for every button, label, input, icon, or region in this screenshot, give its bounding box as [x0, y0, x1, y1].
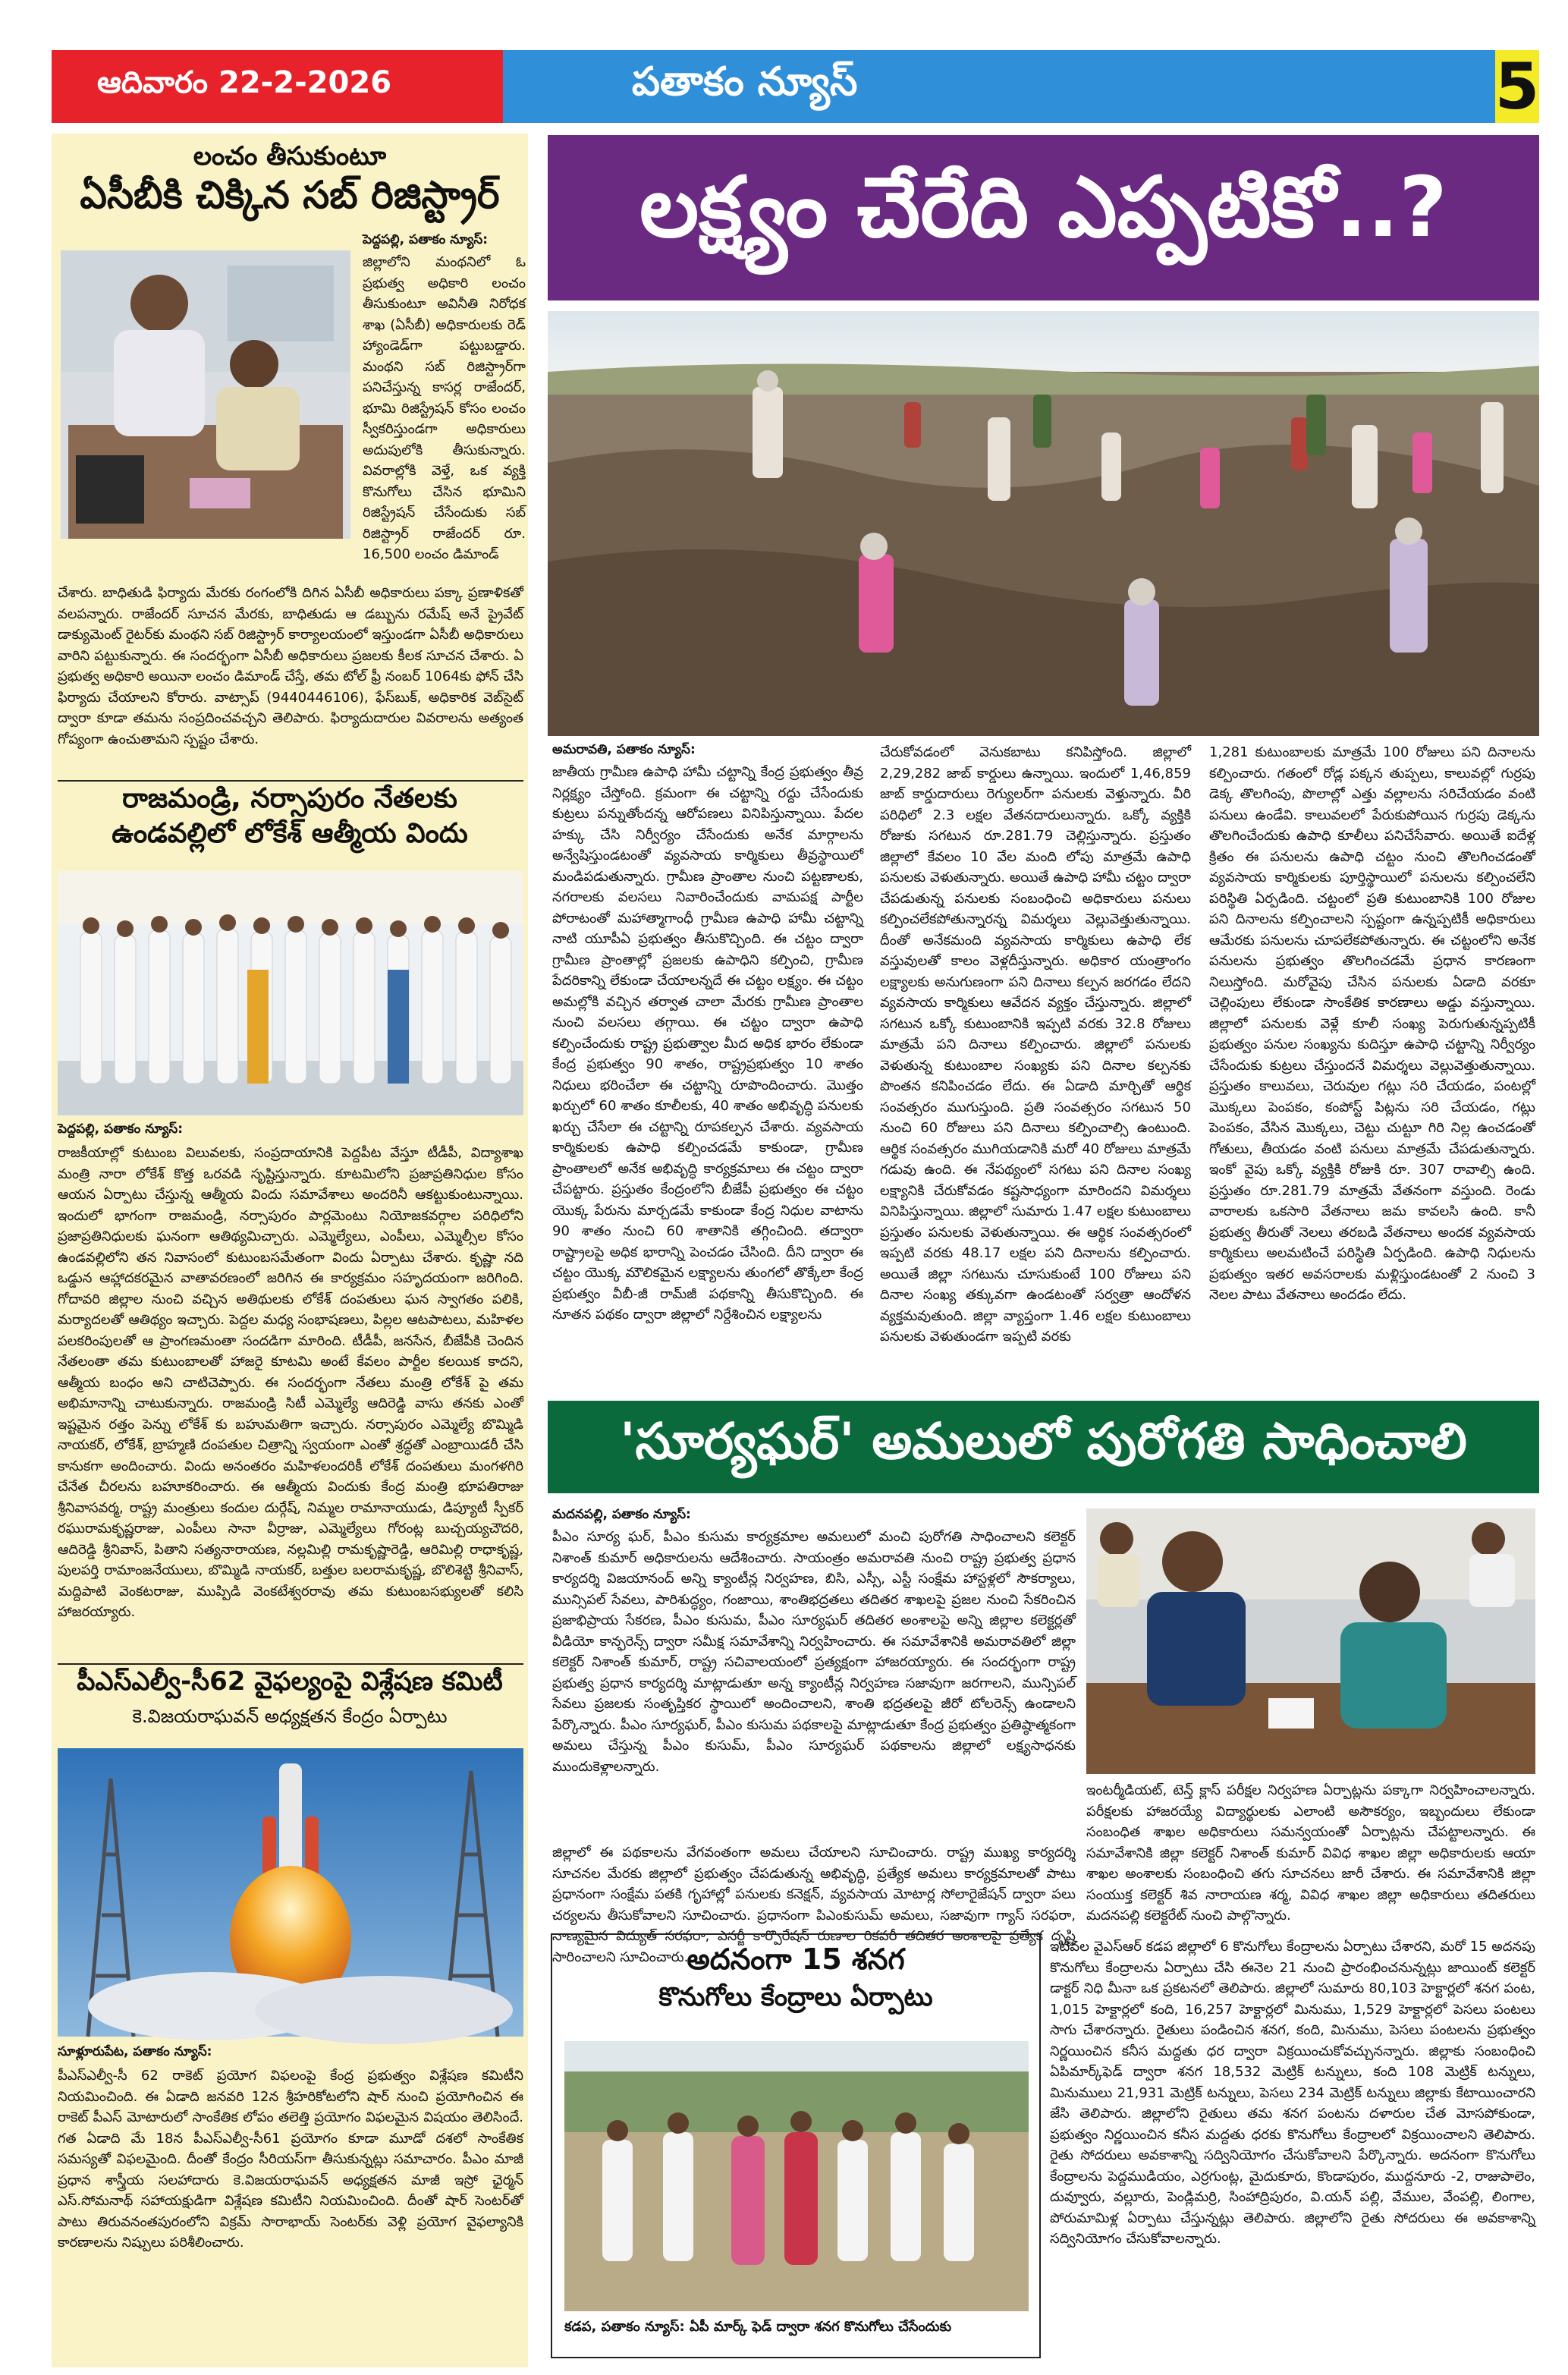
masthead	[503, 50, 1495, 123]
purchase-caption: కడప, పతాకం న్యూస్: ఏపీ మార్క్ ఫెడ్ ద్వారా శనగ కొనుగోలు చేసేందుకు	[564, 2319, 952, 2335]
nrega-workers-photo	[548, 311, 1539, 736]
lokesh-headline-2: ఉండవల్లిలో లోకేశ్ ఆత్మీయ విందు	[112, 818, 468, 849]
divider	[58, 1663, 523, 1665]
suryaghar-photo	[1086, 1508, 1535, 1774]
lokesh-headline-1: రాజమండ్రి, నర్సాపురం నేతలకు	[122, 783, 457, 814]
date-bar	[52, 50, 503, 123]
lokesh-body: రాజకీయాల్లో కుటుంబ విలువలకు, సంప్రదాయానికి పెద్దపీట వేస్తూ టీడీపీ, విద్యాశాఖ మంత్రి నారా లోకేశ్ కొత్త ఒరవడి సృష్టిస్తున్నారు. కూటమిలోని ప్రజాప్రతినిధుల కోసం ఆయన ఏర్పాటు చేస్తున్న ఆత్మీయ విందు సమావేశాలు అందరినీ ఆకట్టుకుంటున్నాయి. ఇందులో భాగంగా రాజమండ్రి, నర్సాపురం పార్లమెంటు నియోజకవర్గాల పరిధిలోని ప్రజాప్రతినిధులకు ఘనంగా ఆతిథ్యమిచ్చారు. ఎమ్మెల్యేలు, ఎంపీలు, ఎమ్మెల్సీల కోసం ఉండవల్లిలోని తన నివాసంలో కుటుంబసమేతంగా విందు ఏర్పాటు చేశారు. కృష్ణా నది ఒడ్డున ఆహ్లాదకరమైన వాతావరణంలో జరిగిన ఈ కార్యక్రమం సహృదయంగా జరిగింది. గోదావరి జిల్లాల నుంచి వచ్చిన అతిథులకు లోకేశ్ దంపతులు ఘన స్వాగతం పలికి, మర్యాదలతో ఆతిథ్యం ఇచ్చారు. పెద్దల మధ్య సంభాషణలు, పిల్లల ఆటపాటలు, మహిళల పలకరింపులతో ఆ ప్రాంగణమంతా సందడిగా మారింది. టీడీపీ, జనసేన, బీజేపీకి చెందిన నేతలంతా తమ కుటుంబాలతో హాజరై కూటమి అంటే కేవలం పార్టీల కలయిక కాదని, ఆత్మీయ బంధం అని చాటిచెప్పారు. ఈ సందర్భంగా నేతలు మంత్రి లోకేశ్ పై తమ అభిమానాన్ని చాటుకున్నారు. రాజమండ్రి సిటీ ఎమ్మెల్యే ఆదిరెడ్డి వాసు తనకు ఎంతో ఇష్టమైన రత్తం పెన్ను లోకేశ్ కు బహుమతిగా ఇచ్చారు. నర్సాపురం ఎమ్మెల్యే బొమ్మిడి నాయకర్, లోకేశ్, బ్రాహ్మణి దంపతుల చిత్రాన్ని స్వయంగా ఎంతో శ్రద్ధతో ఎంబ్రాయిడరీ చేసి కానుకగా అందించారు. విందు అనంతరం మహిళలందరికీ లోకేశ్ దంపతులు మంగళగిరి చేనేత చీరలను బహూకరించారు. ఈ ఆత్మీయ విందుకు కేంద్ర మంత్రి భూపతిరాజు శ్రీనివాసవర్మ, రాష్ట్ర మంత్రులు కందుల దుర్గేష్, నిమ్మల రామానాయుడు, డిప్యూటీ స్పీకర్ రఘురామకృష్ణరాజు, ఎంపీలు సానా వీర్రాజు, ఎమ్మెల్యేలు గోరంట్ల బుచ్చయ్యచౌదరి, ఆదిరెడ్డి శ్రీనివాస్, పితాని సత్యనారాయణ, నల్లమిల్లి రామకృష్ణారెడ్డి, ఆరిమిల్లి రాధాకృష్ణ, పులపర్తి రామాంజనేయులు, బొమ్మిడి నాయకర్, బత్తుల బలరామకృష్ణ, బొలిశెట్టి శ్రీనివాస్, మద్దిపాటి వెంకటరాజు, ముప్పిడి వెంకటేశ్వరరావు తమ కుటుంబసభ్యులతో కలిసి హాజరయ్యారు.	[58, 1145, 523, 1620]
suryaghar-headline: 'సూర్యఘర్' అమలులో పురోగతి సాధించాలి	[620, 1411, 1467, 1471]
purchase-photo	[564, 2041, 1029, 2311]
suryaghar-body-full: జిల్లాలో ఈ పథకాలను వేగవంతంగా అమలు చేయాలని సూచించారు. రాష్ట్ర ముఖ్య కార్యదర్శి సూచనల మేరకు జిల్లాలో ప్రభుత్వం చేపడుతున్న అభివృద్ధి, ప్రత్యేక అమలు కార్యక్రమాలతో పాటు ప్రధానంగా సంక్షేమ పతకి గృహాల్లో పనులకు కనెక్షన్, వ్యవసాయ మోటార్ల సోలారైజేషన్ ద్వారా పలు చర్యలను తీసుకోవాలని సూచించారు. ప్రధానంగా పిఎంకుసుమ్ అమలు, సజావుగా గ్యాస్ సరఫరా, నాణ్యమైన విద్యుత్ సరఫరా, ఎనర్జీ కార్పొరేషన్ రుణాల రికవరీ తదితర అంశాలపై ప్రత్యేక దృష్టి సారించాలని సూచించారు.	[552, 1845, 1076, 1965]
nrega-col-3: 1,281 కుటుంబాలకు మాత్రమే 100 రోజులు పని దినాలను కల్పించారు. గతంలో రోడ్ల పక్కన తుప్పలు, కాలువల్లో గుర్రపు డెక్క తొలగింపు, పొలాల్లో ఎత్తు వల్లాలను సరిచేయడం వంటి పనులు ఉండేవి. కాలువలలో పేరుకుపోయిన గుర్రపు డెక్కను తొలగించేందుకు ఉపాధి కూలీలు పనిచేసేవారు. అయితే ఐదేళ్ల క్రితం ఈ పనులను ఉపాధి చట్టం నుంచి తొలగించడంతో వ్యవసాయ కార్మికులకు పూర్తిస్థాయిలో పనులను కల్పించలేని పరిస్థితి ఏర్పడింది. చట్టంలో ప్రతి కుటుంబానికి 100 రోజుల పని దినాలను కల్పించాలని స్పష్టంగా ఉన్నప్పటికీ అధికారులు ఆమేరకు పనులను చూపలేకపోతున్నారు. ఈ చట్టంలోని అనేక పనులను ప్రభుత్వం తొలగించడమే ప్రధాన కారణంగా నిలుస్తోంది. మరోవైపు చేసిన పనులకు ఏడాది వరకూ చెల్లింపులు లేకుండా సాంకేతిక కారణాలు అడ్డు వస్తున్నాయి. జిల్లాలో పనులకు వెళ్లే కూలీ సంఖ్య పెరుగుతున్నప్పటికీ ప్రభుత్వం పనుల సంఖ్యను కుదిస్తూ ఉపాధి చట్టాన్ని నిర్వీర్యం చేసేందుకు కుట్రలు చేస్తుందనే విమర్శలు వెల్లువెత్తుతున్నాయి. ప్రస్తుతం కాలువలు, చెరువుల గట్లు సరి చేయడం, పంటల్లో మొక్కలు పెంపకం, కంపోస్ట్ పిట్లను సరి చేయడం, గట్లు పెంపకం, వేసిన మొక్కలు, చెట్టు చుట్టూ గిరి నిల్ల ఉంచడంతో గోతులు, తీయడం వంటి పనులు మాత్రమే చేపడుతున్నారు. ఇంకో వైపు ఒక్కో వ్యక్తికి రోజుకి రూ. 307 రావాల్సి ఉంది. ప్రస్తుతం రూ.281.79 మాత్రమే వేతనంగా వస్తుంది. రెండు వారాలకు ఒకసారి వేతనాలు జమ కావలసి ఉంది. కానీ ప్రభుత్వ తీరుతో నెలలు తరబడి వేతనాలు అందక వ్యవసాయ కార్మికులు అలమటించే పరిస్థితి ఏర్పడింది. ఉపాధి నిధులను ప్రభుత్వం ఇతర అవసరాలకు మళ్లిస్తుండటంతో 2 నుంచి 3 నెలల పాటు వేతనాలు అందడం లేదు.	[1209, 744, 1535, 1303]
nrega-dateline: అమరావతి, పతాకం న్యూస్:	[552, 742, 696, 757]
suryaghar-body-left: పీఎం సూర్య ఘర్, పీఎం కుసుమ కార్యక్రమాల అమలులో మంచి పురోగతి సాధించాలని కలెక్టర్ నిశాంత్ కుమార్ అధికారులను ఆదేశించారు. సాయంత్రం అమరావతి నుంచి రాష్ట్ర ప్రభుత్వ ప్రధాన కార్యదర్శి విజయానంద్ అన్ని క్యాంటీన్ల నిర్వహణ, బిసి, ఎస్సీ, ఎస్టీ సంక్షేమ హాస్టళ్లలో సౌకర్యాలు, మున్సిపల్ సేవలు, పారిశుద్ధ్యం, గంజాయి, శాంతిభద్రతలు తదితర శాఖలపై ప్రజల నుంచి సేకరించిన ప్రజాభిప్రాయ సేకరణ, పీఎం కుసుమ, పీఎం సూర్యఘర్ తదితర అంశాలపై అన్ని జిల్లాల కలెక్టర్లతో వీడియో కాన్ఫరెన్స్ ద్వారా సమీక్ష సమావేశాన్ని నిర్వహించారు. ఈ సమావేశానికి అమరావతిలో జిల్లా కలెక్టర్ నిశాంత్ కుమార్, రాష్ట్ర సచివాలయంలో ప్రత్యక్షంగా హాజరయ్యారు. ఈ సందర్భంగా రాష్ట్ర ప్రభుత్వ ప్రధాన కార్యదర్శి మాట్లాడుతూ అన్న క్యాంటీన్ల నిర్వహణ సజావుగా జరగాలని, మున్సిపల్ సేవలు ప్రజలకు సంతృప్తికర స్థాయిలో అందించాలని, శాంతి భద్రతలపై జీరో టోలరెన్స్ ఉండాలని పేర్కొన్నారు. పీఎం సూర్యఘర్, పీఎం కుసుమ పథకాలపై మాట్లాడుతూ కేంద్ర ప్రభుత్వం ప్రతిష్ఠాత్మకంగా అమలు చేస్తున్న పీఎం కుసుమ్, పీఎం సూర్యఘర్ పథకాలను జిల్లాలో లక్ష్యసాధనకు ముందుకెళ్లాలన్నారు.	[552, 1529, 1076, 1775]
paper-name: పతాకం న్యూస్	[632, 58, 858, 105]
acb-dateline: పెద్దపల్లి, పతాకం న్యూస్:	[363, 232, 489, 247]
acb-body-side: జిల్లాలోని మంథనిలో ఓ ప్రభుత్వ అధికారి లంచం తీసుకుంటూ అవినీతి నిరోధక శాఖ (ఏసీబీ) అధికారులకు రెడ్ హ్యాండెడ్‌గా పట్టుబడ్డారు. మంథని సబ్ రిజిస్ట్రార్‌గా పనిచేస్తున్న కాసర్ల రాజేందర్, భూమి రిజిస్ట్రేషన్ కోసం లంచం స్వీకరిస్తుండగా అధికారులు అదుపులోకి తీసుకున్నారు. వివరాల్లోకి వెళ్తే, ఒక వ్యక్తి కొనుగోలు చేసిన భూమిని రిజిస్ట్రేషన్ చేసేందుకు సబ్ రిజిస్ట్రార్ రాజేందర్ రూ. 16,500 లంచం డిమాండ్	[363, 254, 526, 562]
suryaghar-body-right: ఇంటర్మీడియట్, టెన్త్ క్లాస్ పరీక్షల నిర్వహణ ఏర్పాట్లను పక్కాగా నిర్వహించాలన్నారు. పరీక్షలకు హాజరయ్యే విద్యార్థులకు ఎలాంటి అసౌకర్యం, ఇబ్బందులు లేకుండా సంబంధిత శాఖల అధికారులు సమన్వయంతో ఏర్పాట్లను చేపట్టాలన్నారు. ఈ సమావేశానికి జిల్లా కలెక్టర్ నిశాంత్ కుమార్ వివిధ శాఖల జిల్లా అధికారులకు ఆయా శాఖల అంశాలకు సంబంధించి తగు సూచనలు జారీ చేశారు. ఈ సమావేశానికి జిల్లా సంయుక్త కలెక్టర్ శివ నారాయణ శర్మ, వివిధ శాఖల జిల్లా అధికారులు తదితరులు మదనపల్లి కలెక్టరేట్ నుంచి పాల్గొన్నారు.	[1086, 1782, 1535, 1924]
pslv-dateline: సూళ్లూరుపేట, పతాకం న్యూస్:	[58, 2044, 212, 2059]
acb-body-full: చేశారు. బాధితుడి ఫిర్యాదు మేరకు రంగంలోకి దిగిన ఏసీబీ అధికారులు పక్కా ప్రణాళికతో వలపన్నారు. రాజేందర్ సూచన మేరకు, బాధితుడు ఆ డబ్బును రమేష్ అనే ప్రైవేట్ డాక్యుమెంట్ రైటర్‌కు మంథని సబ్ రిజిస్ట్రార్ కార్యాలయంలో ఇస్తుండగా ఏసీబీ అధికారులు వారిని పట్టుకున్నారు. ఈ సందర్భంగా ఏసీబీ అధికారులు ప్రజలకు కీలక సూచన చేశారు. ఏ ప్రభుత్వ అధికారి అయినా లంచం డిమాండ్ చేస్తే, తమ టోల్ ఫ్రీ నంబర్ 1064కు ఫోన్ చేసి ఫిర్యాదు చేయాలని కోరారు. వాట్సాప్ (9440446106), ఫేస్‌బుక్, అధికారిక వెబ్‌సైట్ ద్వారా కూడా తమను సంప్రదించవచ్చని తెలిపారు. ఫిర్యాదుదారుల వివరాలను అత్యంత గోప్యంగా ఉంచుతామని స్పష్టం చేశారు.	[58, 585, 523, 747]
pslv-subhead: కె.విజయరాఘవన్ అధ్యక్షతన కేంద్రం ఏర్పాటు	[132, 1706, 448, 1727]
lokesh-photo	[58, 871, 523, 1115]
nrega-headline-banner	[548, 135, 1539, 300]
pslv-headline: పీఎస్ఎల్వీ-సీ62 వైఫల్యంపై విశ్లేషణ కమిటీ	[77, 1666, 503, 1697]
acb-headline: ఏసీబీకి చిక్కిన సబ్ రిజిస్ట్రార్	[80, 173, 500, 217]
page-number: 5	[1494, 49, 1540, 124]
divider	[58, 780, 523, 782]
rocket-photo	[58, 1748, 523, 2037]
acb-kicker: లంచం తీసుకుంటూ	[193, 141, 387, 171]
nrega-col-1: జాతీయ గ్రామీణ ఉపాధి హామీ చట్టాన్ని కేంద్ర ప్రభుత్వం తీవ్ర నిర్లక్ష్యం చేస్తోంది. క్రమంగా ఈ చట్టాన్ని రద్దు చేసేందుకు కుట్రలు పన్నుతోందన్న ఆరోపణలు వినిపిస్తున్నాయి. పేదల హక్కు చేసి నిర్వీర్యం చేసేందుకు అనేక మార్గాలను అన్వేషిస్తుండటంతో వ్యవసాయ కార్మికులు తీవ్రస్థాయిలో మండిపడుతున్నారు. గ్రామీణ ప్రాంతాల నుంచి పట్టణాలకు, నగరాలకు వలసలు నివారించేందుకు వామపక్ష పార్టీల పోరాటంతో మహాత్మాగాంధీ గ్రామీణ ఉపాధి హామీ చట్టాన్ని నాటి యూపీఏ ప్రభుత్వం తీసుకొచ్చింది. ఈ చట్టం ద్వారా గ్రామీణ ప్రాంతాల్లో ప్రజలకు ఉపాధిని కల్పించి, గ్రామీణ పేదరికాన్ని లేకుండా చేయాలన్నదే ఈ చట్టం లక్ష్యం. ఈ చట్టం అమల్లోకి వచ్చిన తర్వాత చాలా మేరకు గ్రామీణ ప్రాంతాల నుంచి వలసలు తగ్గాయి. ఈ చట్టం ద్వారా ఉపాధి కల్పించేందుకు రాష్ట్ర ప్రభుత్వాల మీద అధిక భారం లేకుండా కేంద్ర ప్రభుత్వం 90 శాతం, రాష్ట్రప్రభుత్వం 10 శాతం నిధులు భరించేలా ఈ చట్టాన్ని రూపొందించారు. మొత్తం ఖర్చులో 60 శాతం కూలీలకు, 40 శాతం అభివృద్ధి పనులకు ఖర్చు చేసేలా ఈ చట్టాన్ని రూపకల్పన చేశారు. వ్యవసాయ కార్మికులకు ఉపాధి కల్పించడమే కాకుండా, గ్రామీణ ప్రాంతాలలో అనేక అభివృద్ధి కార్యక్రమాలు ఈ చట్టం ద్వారా చేపట్టారు. ప్రస్తుతం కేంద్రంలోని బీజేపీ ప్రభుత్వం ఈ చట్టం యొక్క పేరును మార్చడమే కాకుండా కేంద్ర నిధుల వాటాను 90 శాతం నుంచి 60 శాతానికి తగ్గించింది. తద్వారా రాష్ట్రాలపై అధిక భారాన్ని పెంచడం చేసింది. దీని ద్వారా ఈ చట్టం యొక్క మౌలికమైన లక్ష్యాలను తుంగలో తొక్కేలా కేంద్ర ప్రభుత్వం వీబీ-జీ రామ్‌జీ పథకాన్ని తీసుకొచ్చింది. ఈ నూతన పథకం ద్వారా జిల్లాలో నిర్దేశించిన లక్ష్యాలను	[552, 764, 863, 1323]
acb-photo	[61, 250, 350, 539]
page-number-box	[1495, 50, 1539, 123]
nrega-col-2: చేరుకోవడంలో వెనుకబాటు కనిపిస్తోంది. జిల్లాలో 2,29,282 జాబ్ కార్డులు ఉన్నాయి. ఇందులో 1,46,859 జాబ్ కార్డుదారులు రెగ్యులర్‌గా పనులకు వెళ్తున్నారు. వీరి పరిధిలో 2.3 లక్షల వేతనదారులున్నారు. ఒక్కో వ్యక్తికి రోజుకు సగటున రూ.281.79 చెల్లిస్తున్నారు. ప్రస్తుతం జిల్లాలో కేవలం 10 వేల మంది లోపు మాత్రమే ఉపాధి పనులకు వెళుతున్నారు. అయితే ఉపాధి హామీ చట్టం ద్వారా చేపడుతున్న పనులకు సంబంధించి అధికారులు పనులు కల్పించలేకపోతున్నారన్న విమర్శలు వెల్లువెత్తుతున్నాయి. దీంతో అనేకమంది వ్యవసాయ కార్మికులు ఉపాధి లేక వస్తువులతో కాలం వెళ్లదీస్తున్నారు. అధికార యంత్రాంగం లక్ష్యాలకు అనుగుణంగా పని దినాలు కల్పన జరగడం లేదని వ్యవసాయ కార్మికులు ఆవేదన వ్యక్తం చేస్తున్నారు. జిల్లాలో సగటున ఒక్కో కుటుంబానికి ఇప్పటి వరకు 32.8 రోజులు మాత్రమే పని దినాలు కల్పించారు. జిల్లాలో పనులకు వెళుతున్న కుటుంబాల సంఖ్యకు పని దినాల కల్పనకు పొంతన కనిపించడం లేదు. ఈ ఏడాది మార్చితో ఆర్థిక సంవత్సరం ముగుస్తుంది. ప్రతి సంవత్సరం సగటున 50 నుంచి 60 రోజులు పని దినాలు కల్పించాల్సి ఉంటుంది. ఆర్థిక సంవత్సరం ముగియడానికి మరో 40 రోజులు మాత్రమే గడువు ఉంది. ఈ నేపథ్యంలో సగటు పని దినాల సంఖ్య లక్ష్యానికి చేరుకోవడం కష్టసాధ్యంగా మారిందని విమర్శలు వినిపిస్తున్నాయి. జిల్లాలో సుమారు 1.47 లక్షల కుటుంబాలు ప్రస్తుతం పనులకు వెళుతున్నాయి. ఈ ఆర్థిక సంవత్సరంలో ఇప్పటి వరకు 48.17 లక్షల పని దినాలను కల్పించారు. అయితే జిల్లా సగటును చూసుకుంటే 100 రోజులు పని దినాల సంఖ్య తక్కువగా ఉండటంతో సర్వత్రా ఆందోళన వ్యక్తమవుతుంది. జిల్లా వ్యాప్తంగా 1.46 లక్షల కుటుంబాలు పనులకు వెళుతుండగా ఇప్పటి వరకు	[880, 744, 1191, 1345]
pslv-body: పీఎస్ఎల్వీ-సీ 62 రాకెట్ ప్రయోగ విఫలంపై కేంద్ర ప్రభుత్వం విశ్లేషణ కమిటీని నియమించింది. ఈ ఏడాది జనవరి 12న శ్రీహరికోటలోని షార్ నుంచి ప్రయోగించిన ఈ రాకెట్ పీఎస్ మోటారులో సాంకేతిక లోపం తలెత్తి ప్రయోగం విఫలమైన విషయం తెలిసిందే. గత ఏడాది మే 18న పీఎస్ఎల్వీ-సీ61 ప్రయోగం కూడా మూడో దశలో సాంకేతిక సమస్యతో విఫలమైంది. దీంతో కేంద్రం సీరియస్‌గా తీసుకున్నట్లు సమాచారం. పీఎం మాజీ ప్రధాన శాస్త్రీయ సలహాదారు కె.విజయరాఘవన్ అధ్యక్షతన మాజీ ఇస్రో ఛైర్మన్ ఎస్.సోమనాథ్ సహాయక్షుడిగా విశ్లేషణ కమిటీని నియమించింది. దీంతో షార్ సెంటర్‌తో పాటు తిరువనంతపురంలోని విక్రమ్ సారాభాయ్ సెంటర్‌కు వెళ్లి ప్రయోగ వైఫల్యానికి కారణాలను నిష్పులు పరిశీలించారు.	[58, 2068, 523, 2251]
purchase-headline-1: అదనంగా 15 శనగ	[687, 1942, 905, 1976]
issue-date: ఆదివారం 22-2-2026	[97, 65, 392, 100]
suryaghar-headline-banner	[548, 1401, 1539, 1493]
purchase-body: ఇటీవల వైఎస్ఆర్ కడప జిల్లాలో 6 కొనుగోలు కేంద్రాలను ఏర్పాటు చేశారని, మరో 15 అదనపు కొనుగోలు కేంద్రాలను ఏర్పాటు చేసి ఈనెల 21 నుంచి ప్రారంభించనున్నట్లు జాయింట్ కలెక్టర్ డాక్టర్ నిధి మీనా ఒక ప్రకటనలో తెలిపారు. జిల్లాలో సుమారు 80,103 హెక్టార్లలో శనగ పంట, 1,015 హెక్టార్లలో కంది, 16,257 హెక్టార్లలో మినుము, 1,529 హెక్టార్లలో పెసలు పంటలు సాగు చేశారన్నారు. రైతులు పండించిన శనగ, కంది, మినుము, పెసలు పంటలను ప్రభుత్వం నిర్ణయించిన కనీస మద్దతు ధర ద్వారా విక్రయించుకోవచ్చునన్నారు. జిల్లాకు సంబంధించి ఏపిమార్క్‌ఫెడ్ ద్వారా శనగ 18,532 మెట్రిక్ టన్నులు, కంది 108 మెట్రిక్ టన్నులు, మినుములు 21,931 మెట్రిక్ టన్నులు, పెసలు 234 మెట్రిక్ టన్నులు జిల్లాకు కేటాయించారని జేసి తెలిపారు. జిల్లాలోని రైతులు తమ శనగ పంటను దళారుల చేత మోసపోకుండా, ప్రభుత్వం నిర్ణయించిన కనీస మద్దతు ధరకు కొనుగోలు కేంద్రాలలో విక్రయించాలని తెలిపారు. రైతు సోదరులు అవకాశాన్ని సద్వినియోగం చేసుకోవాలని పేర్కొన్నారు. అదనంగా కొనుగోలు కేంద్రాలను పెద్దముడియం, ఎర్రగుంట్ల, మైదుకూరు, కొండాపురం, ముద్దనూరు -2, రాజుపాలెం, దువ్వూరు, వల్లూరు, పెండ్లిమర్రి, సింహాద్రిపురం, వి.యన్ పల్లి, వేముల, వేంపల్లి, లింగాల, పోరుమామిళ్ల ఏర్పాటు చేస్తున్నట్లు తెలిపారు. జిల్లాలోని రైతు సోదరులు ఈ అవకాశాన్ని సద్వినియోగం చేసుకోవాలన్నారు.	[1050, 1939, 1535, 2247]
lokesh-dateline: పెద్దపల్లి, పతాకం న్యూస్:	[58, 1121, 184, 1137]
suryaghar-dateline: మదనపల్లి, పతాకం న్యూస్:	[552, 1507, 691, 1522]
nrega-headline: లక్ష్యం చేరేది ఎప్పటికో..?	[639, 159, 1447, 256]
purchase-headline-2: కొనుగోలు కేంద్రాలు ఏర్పాటు	[658, 1982, 933, 2012]
